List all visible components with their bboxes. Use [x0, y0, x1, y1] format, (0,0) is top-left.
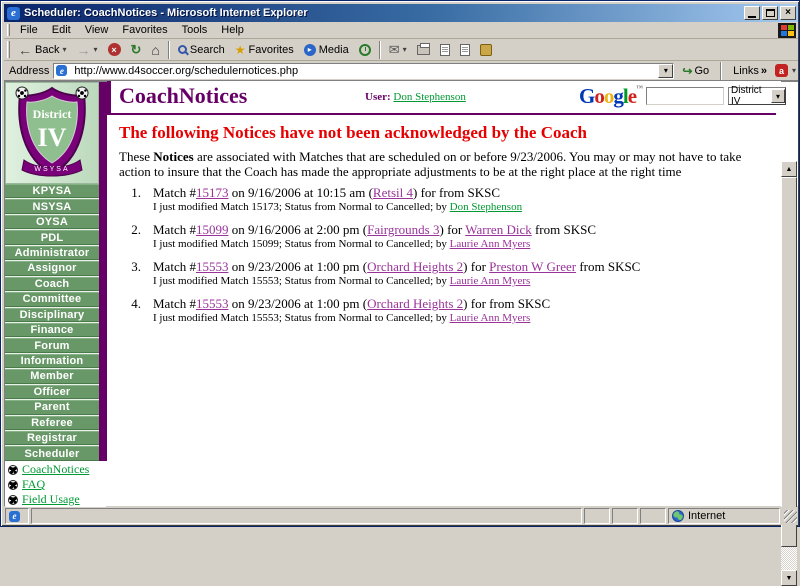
sidebar-item-registrar[interactable]: Registrar [5, 431, 99, 445]
notice-main-line: Match #15553 on 9/23/2006 at 1:00 pm (Orchard Heights 2) for from SKSC [153, 296, 551, 311]
stop-button[interactable] [103, 40, 126, 59]
search-label: Search [189, 43, 225, 56]
notice-detail-line: I just modified Match 15553; Status from Normal to Cancelled; by Laurie Ann Myers [153, 312, 531, 324]
page-icon: e [9, 511, 20, 522]
sidebar-item-kpysa[interactable]: KPYSA [5, 184, 99, 198]
window-title: Scheduler: CoachNotices - Microsoft Internet Explorer [24, 7, 308, 19]
maximize-button[interactable] [762, 6, 778, 20]
svg-text:District: District [32, 107, 72, 121]
search-icon [178, 45, 187, 54]
home-button[interactable] [146, 39, 164, 61]
soccer-ball-icon [8, 465, 18, 475]
sidebar-item-assignor[interactable]: Assignor [5, 261, 99, 275]
google-logo-letter: l [622, 84, 628, 108]
home-icon: ⌂ [151, 41, 160, 58]
favorites-icon: ★ [234, 42, 246, 57]
status-bar [4, 507, 798, 525]
mail-icon: ✉ [388, 41, 400, 57]
history-button[interactable] [354, 41, 376, 59]
zone-label: Internet [688, 510, 726, 522]
close-button[interactable]: × [780, 6, 796, 20]
resize-grip[interactable] [784, 510, 797, 523]
sidebar-purple-strip [99, 82, 107, 461]
venue-link[interactable]: Retsil 4 [372, 185, 413, 200]
venue-link[interactable]: Orchard Heights 2 [367, 259, 464, 274]
sidebar-item-referee[interactable]: Referee [5, 416, 99, 430]
refresh-button[interactable] [126, 39, 147, 61]
coach-link[interactable]: Preston W Greer [489, 259, 577, 274]
svg-text:WSYSA: WSYSA [34, 166, 70, 173]
intro-bold-text: Notices [153, 149, 194, 164]
scroll-up-button[interactable]: ▲ [781, 161, 797, 177]
address-label: Address [9, 64, 50, 77]
sidebar-item-information[interactable]: Information [5, 354, 99, 368]
go-button[interactable] [678, 63, 713, 79]
links-chevron-icon[interactable]: » [760, 64, 767, 77]
notice-number: 4. [131, 296, 141, 311]
links-button[interactable] [729, 65, 771, 77]
menu-help[interactable]: Help [221, 24, 244, 36]
google-logo [579, 84, 642, 109]
notice-detail-line: I just modified Match 15553; Status from Normal to Cancelled; by Laurie Ann Myers [153, 275, 531, 287]
sidebar-subitem-row [6, 477, 106, 492]
sidebar-item-nsysa[interactable]: NSYSA [5, 199, 99, 213]
district-select[interactable] [728, 87, 786, 105]
notice-main-line: Match #15173 on 9/16/2006 at 10:15 am (Retsil 4) for from SKSC [153, 185, 501, 200]
sidebar-item-officer[interactable]: Officer [5, 385, 99, 399]
district-dropdown-icon[interactable]: ▾ [771, 89, 785, 103]
sidebar [4, 81, 107, 506]
sidebar-item-administrator[interactable]: Administrator [5, 246, 99, 260]
district-select-value: District IV [731, 85, 762, 107]
sidebar-item-coach[interactable]: Coach [5, 277, 99, 291]
user-block [365, 91, 466, 103]
soccer-ball-icon [8, 480, 18, 490]
search-button[interactable] [173, 41, 230, 59]
google-logo-letter: e [627, 84, 637, 108]
menu-tools[interactable]: Tools [181, 24, 208, 36]
mail-button[interactable] [384, 39, 412, 61]
notice-item [119, 259, 769, 287]
back-dropdown-icon[interactable]: ▾ [62, 45, 67, 54]
forward-icon: → [76, 41, 91, 58]
address-dropdown-button[interactable]: ▾ [658, 64, 673, 78]
notice-list [119, 185, 769, 333]
status-doc-pane [5, 508, 29, 524]
discuss-icon [460, 44, 470, 56]
intro-text: These [119, 149, 154, 164]
history-icon [359, 44, 371, 56]
status-pane [612, 508, 638, 524]
notice-heading: The following Notices have not been acknowledged by the Coach [119, 123, 587, 142]
intro-paragraph [119, 149, 767, 179]
back-button[interactable] [13, 40, 71, 60]
status-pane [584, 508, 610, 524]
menu-favorites[interactable]: Favorites [122, 24, 168, 36]
notice-item [119, 296, 769, 324]
media-button[interactable] [299, 41, 354, 59]
print-button[interactable] [412, 42, 435, 58]
back-label: Back [35, 43, 60, 56]
modified-by-link[interactable]: Laurie Ann Myers [449, 238, 531, 250]
address-bar [4, 61, 798, 81]
sidebar-item-scheduler[interactable]: Scheduler [5, 446, 99, 460]
match-id-link[interactable]: 15099 [195, 222, 229, 237]
user-name-link[interactable]: Don Stephenson [393, 91, 466, 103]
refresh-icon: ↻ [130, 41, 142, 57]
soccer-ball-icon [8, 495, 18, 505]
google-logo-letter: o [594, 84, 604, 108]
sidebar-item-disciplinary[interactable]: Disciplinary [5, 308, 99, 322]
main-content [107, 81, 781, 506]
sidebar-item-forum[interactable]: Forum [5, 338, 99, 352]
google-search-widget [579, 84, 786, 109]
mail-dropdown-icon[interactable]: ▾ [402, 45, 407, 54]
menubar-grip[interactable] [7, 24, 10, 37]
sidebar-submenu [6, 462, 106, 507]
notice-number: 2. [131, 222, 141, 237]
status-message-pane [31, 508, 582, 524]
menu-file[interactable]: File [20, 24, 38, 36]
modified-by-link[interactable]: Don Stephenson [449, 201, 523, 213]
internet-zone-icon [672, 510, 684, 522]
address-url[interactable]: http://www.d4soccer.org/schedulernotices.php [74, 64, 299, 77]
acrobat-dropdown-icon[interactable]: ▾ [791, 66, 796, 75]
google-logo-letter: o [603, 84, 614, 108]
svg-text:IV: IV [37, 123, 67, 152]
status-pane [640, 508, 666, 524]
google-logo-letter: G [579, 84, 595, 108]
standard-toolbar [4, 39, 798, 61]
title-bar[interactable] [4, 4, 798, 22]
acrobat-icon[interactable]: a [775, 64, 788, 77]
sidebar-sublink-coachnotices[interactable]: CoachNotices [22, 462, 90, 476]
sidebar-item-pdl[interactable]: PDL [5, 230, 99, 244]
google-search-input[interactable] [646, 87, 724, 105]
go-label: Go [694, 64, 710, 77]
notice-item [119, 222, 769, 250]
modified-by-link[interactable]: Laurie Ann Myers [449, 275, 531, 287]
notice-item [119, 185, 769, 213]
media-label: Media [318, 43, 349, 56]
discuss-button[interactable] [455, 41, 475, 59]
edit-icon [440, 44, 450, 56]
toolbar-separator [168, 41, 170, 59]
sidebar-item-member[interactable]: Member [5, 369, 99, 383]
favorites-label: Favorites [248, 43, 294, 56]
user-label: User: [365, 91, 391, 103]
match-id-link[interactable]: 15553 [195, 296, 229, 311]
toolbar-separator [379, 41, 381, 59]
sidebar-menu [5, 184, 99, 461]
addressbar-separator [720, 62, 722, 80]
venue-link[interactable]: Orchard Heights 2 [367, 296, 464, 311]
print-icon [417, 45, 430, 55]
forward-dropdown-icon[interactable]: ▾ [93, 45, 98, 54]
google-logo-letter: g [613, 84, 623, 108]
notice-number: 3. [131, 259, 141, 274]
notice-main-line: Match #15553 on 9/23/2006 at 1:00 pm (Orchard Heights 2) for Preston W Greer from SKSC [153, 259, 641, 274]
district-shield-graphic [10, 84, 94, 182]
go-icon: ↪ [682, 63, 693, 78]
intro-text: are associated with Matches that are scheduled on or before 9/23/2006. You may or may not have to take action to insure that the Coach has made the appropriate adjustments to be at the right place at the right time [119, 149, 742, 179]
sidebar-item-finance[interactable]: Finance [5, 323, 99, 337]
notice-number: 1. [131, 185, 141, 200]
menu-view[interactable]: View [84, 24, 109, 36]
sidebar-subitem-row [6, 462, 106, 477]
venue-link[interactable]: Fairgrounds 3 [367, 222, 440, 237]
address-combo[interactable] [53, 63, 674, 79]
messenger-icon [480, 44, 492, 56]
favorites-button[interactable] [230, 40, 299, 60]
sidebar-item-committee[interactable]: Committee [5, 292, 99, 306]
coach-link[interactable]: Warren Dick [465, 222, 532, 237]
google-tm-mark: ™ [636, 84, 643, 92]
back-icon: ← [18, 41, 32, 58]
links-label: Links [733, 64, 759, 77]
status-zone-pane [668, 508, 780, 524]
edit-button[interactable] [435, 41, 455, 59]
ie-app-icon: e [7, 7, 20, 20]
notice-main-line: Match #15099 on 9/16/2006 at 2:00 pm (Fairgrounds 3) for Warren Dick from SKSC [153, 222, 597, 237]
forward-button[interactable] [71, 40, 102, 60]
menu-edit[interactable]: Edit [51, 24, 71, 36]
page-title: CoachNotices [119, 83, 248, 108]
notice-detail-line: I just modified Match 15173; Status from Normal to Cancelled; by Don Stephenson [153, 201, 523, 213]
menu-bar [4, 22, 798, 39]
modified-by-link[interactable]: Laurie Ann Myers [449, 312, 531, 324]
minimize-button[interactable] [744, 6, 760, 20]
media-icon: ▸ [304, 44, 316, 56]
toolbar-grip[interactable] [7, 41, 10, 58]
header-divider [111, 113, 776, 115]
district-logo [5, 82, 99, 184]
sidebar-subitem-row [6, 492, 106, 507]
stop-icon: × [108, 43, 121, 56]
messenger-button[interactable] [475, 41, 497, 59]
sidebar-item-oysa[interactable]: OYSA [5, 215, 99, 229]
page-icon: e [56, 65, 67, 76]
match-id-link[interactable]: 15553 [195, 259, 229, 274]
header-accent-bar [107, 81, 111, 115]
windows-logo-icon [778, 23, 796, 38]
sidebar-item-parent[interactable]: Parent [5, 400, 99, 414]
scroll-down-button[interactable]: ▼ [781, 570, 797, 586]
sidebar-sublink-field-usage[interactable]: Field Usage [22, 492, 80, 506]
notice-detail-line: I just modified Match 15099; Status from Normal to Cancelled; by Laurie Ann Myers [153, 238, 531, 250]
match-id-link[interactable]: 15173 [195, 185, 229, 200]
sidebar-sublink-faq[interactable]: FAQ [22, 477, 46, 491]
scrollbar-thumb[interactable] [781, 177, 797, 547]
